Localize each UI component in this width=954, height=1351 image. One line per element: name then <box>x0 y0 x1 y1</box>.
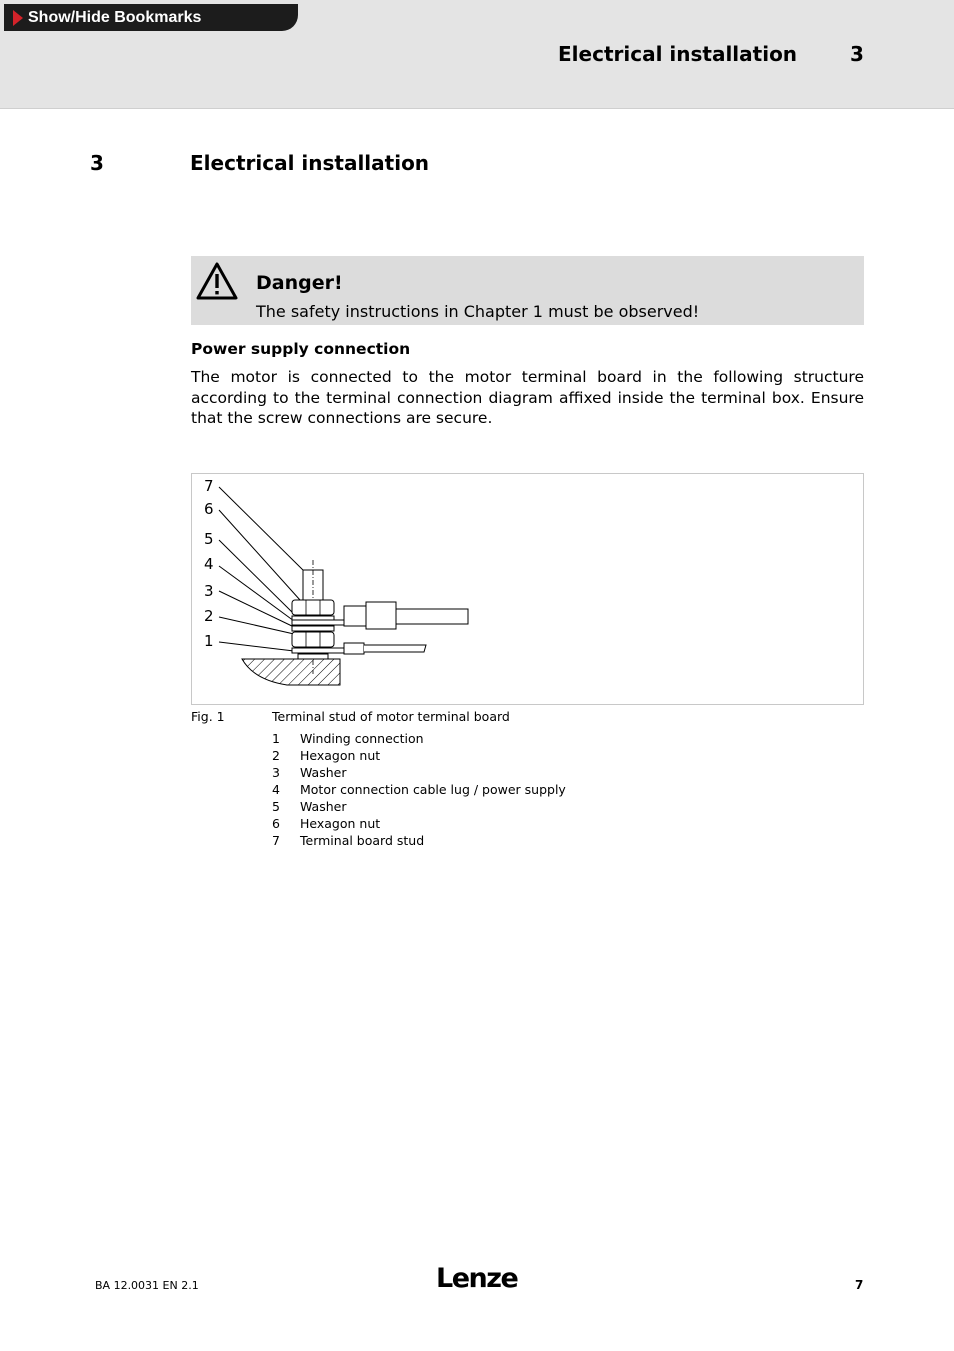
bookmark-arrow-icon <box>13 10 23 26</box>
header-chapter-number: 3 <box>850 42 864 66</box>
danger-notice <box>191 256 864 325</box>
show-hide-bookmarks-button[interactable] <box>4 4 298 31</box>
legend-item: 1 Winding connection <box>272 731 424 746</box>
lenze-logo: Lenze <box>436 1263 518 1294</box>
callout-2: 2 <box>204 607 214 625</box>
page-header <box>0 0 954 109</box>
callout-3: 3 <box>204 582 214 600</box>
danger-text: The safety instructions in Chapter 1 must be observed! <box>256 302 700 321</box>
legend-item: 3 Washer <box>272 765 347 780</box>
legend-item: 2 Hexagon nut <box>272 748 381 763</box>
callout-5: 5 <box>204 530 214 548</box>
figure-label: Fig. 1 <box>191 709 225 724</box>
bookmarks-button-label: Show/Hide Bookmarks <box>28 8 202 26</box>
callout-7: 7 <box>204 477 214 495</box>
footer-document-id: BA 12.0031 EN 2.1 <box>95 1279 199 1292</box>
chapter-title: Electrical installation <box>190 151 430 175</box>
legend-item: 7 Terminal board stud <box>272 833 425 848</box>
danger-title: Danger! <box>256 272 343 294</box>
legend-item: 6 Hexagon nut <box>272 816 381 831</box>
terminal-stud-drawing <box>192 474 865 706</box>
chapter-number: 3 <box>90 151 104 175</box>
callout-6: 6 <box>204 500 214 518</box>
callout-1: 1 <box>204 632 214 650</box>
callout-4: 4 <box>204 555 214 573</box>
legend-item: 4 Motor connection cable lug / power supply <box>272 782 566 797</box>
footer-page-number: 7 <box>855 1278 864 1292</box>
section-body: The motor is connected to the motor terminal board in the following structure according to the terminal connection diagram affixed inside the terminal box. Ensure that the screw connections are secure. <box>191 368 864 427</box>
section-heading: Power supply connection <box>191 340 411 358</box>
figure-legend <box>272 731 566 850</box>
header-title: Electrical installation <box>558 42 798 66</box>
warning-triangle-icon <box>196 262 238 300</box>
figure-caption: Terminal stud of motor terminal board <box>272 709 510 724</box>
figure-frame <box>191 473 864 705</box>
legend-item: 5 Washer <box>272 799 347 814</box>
